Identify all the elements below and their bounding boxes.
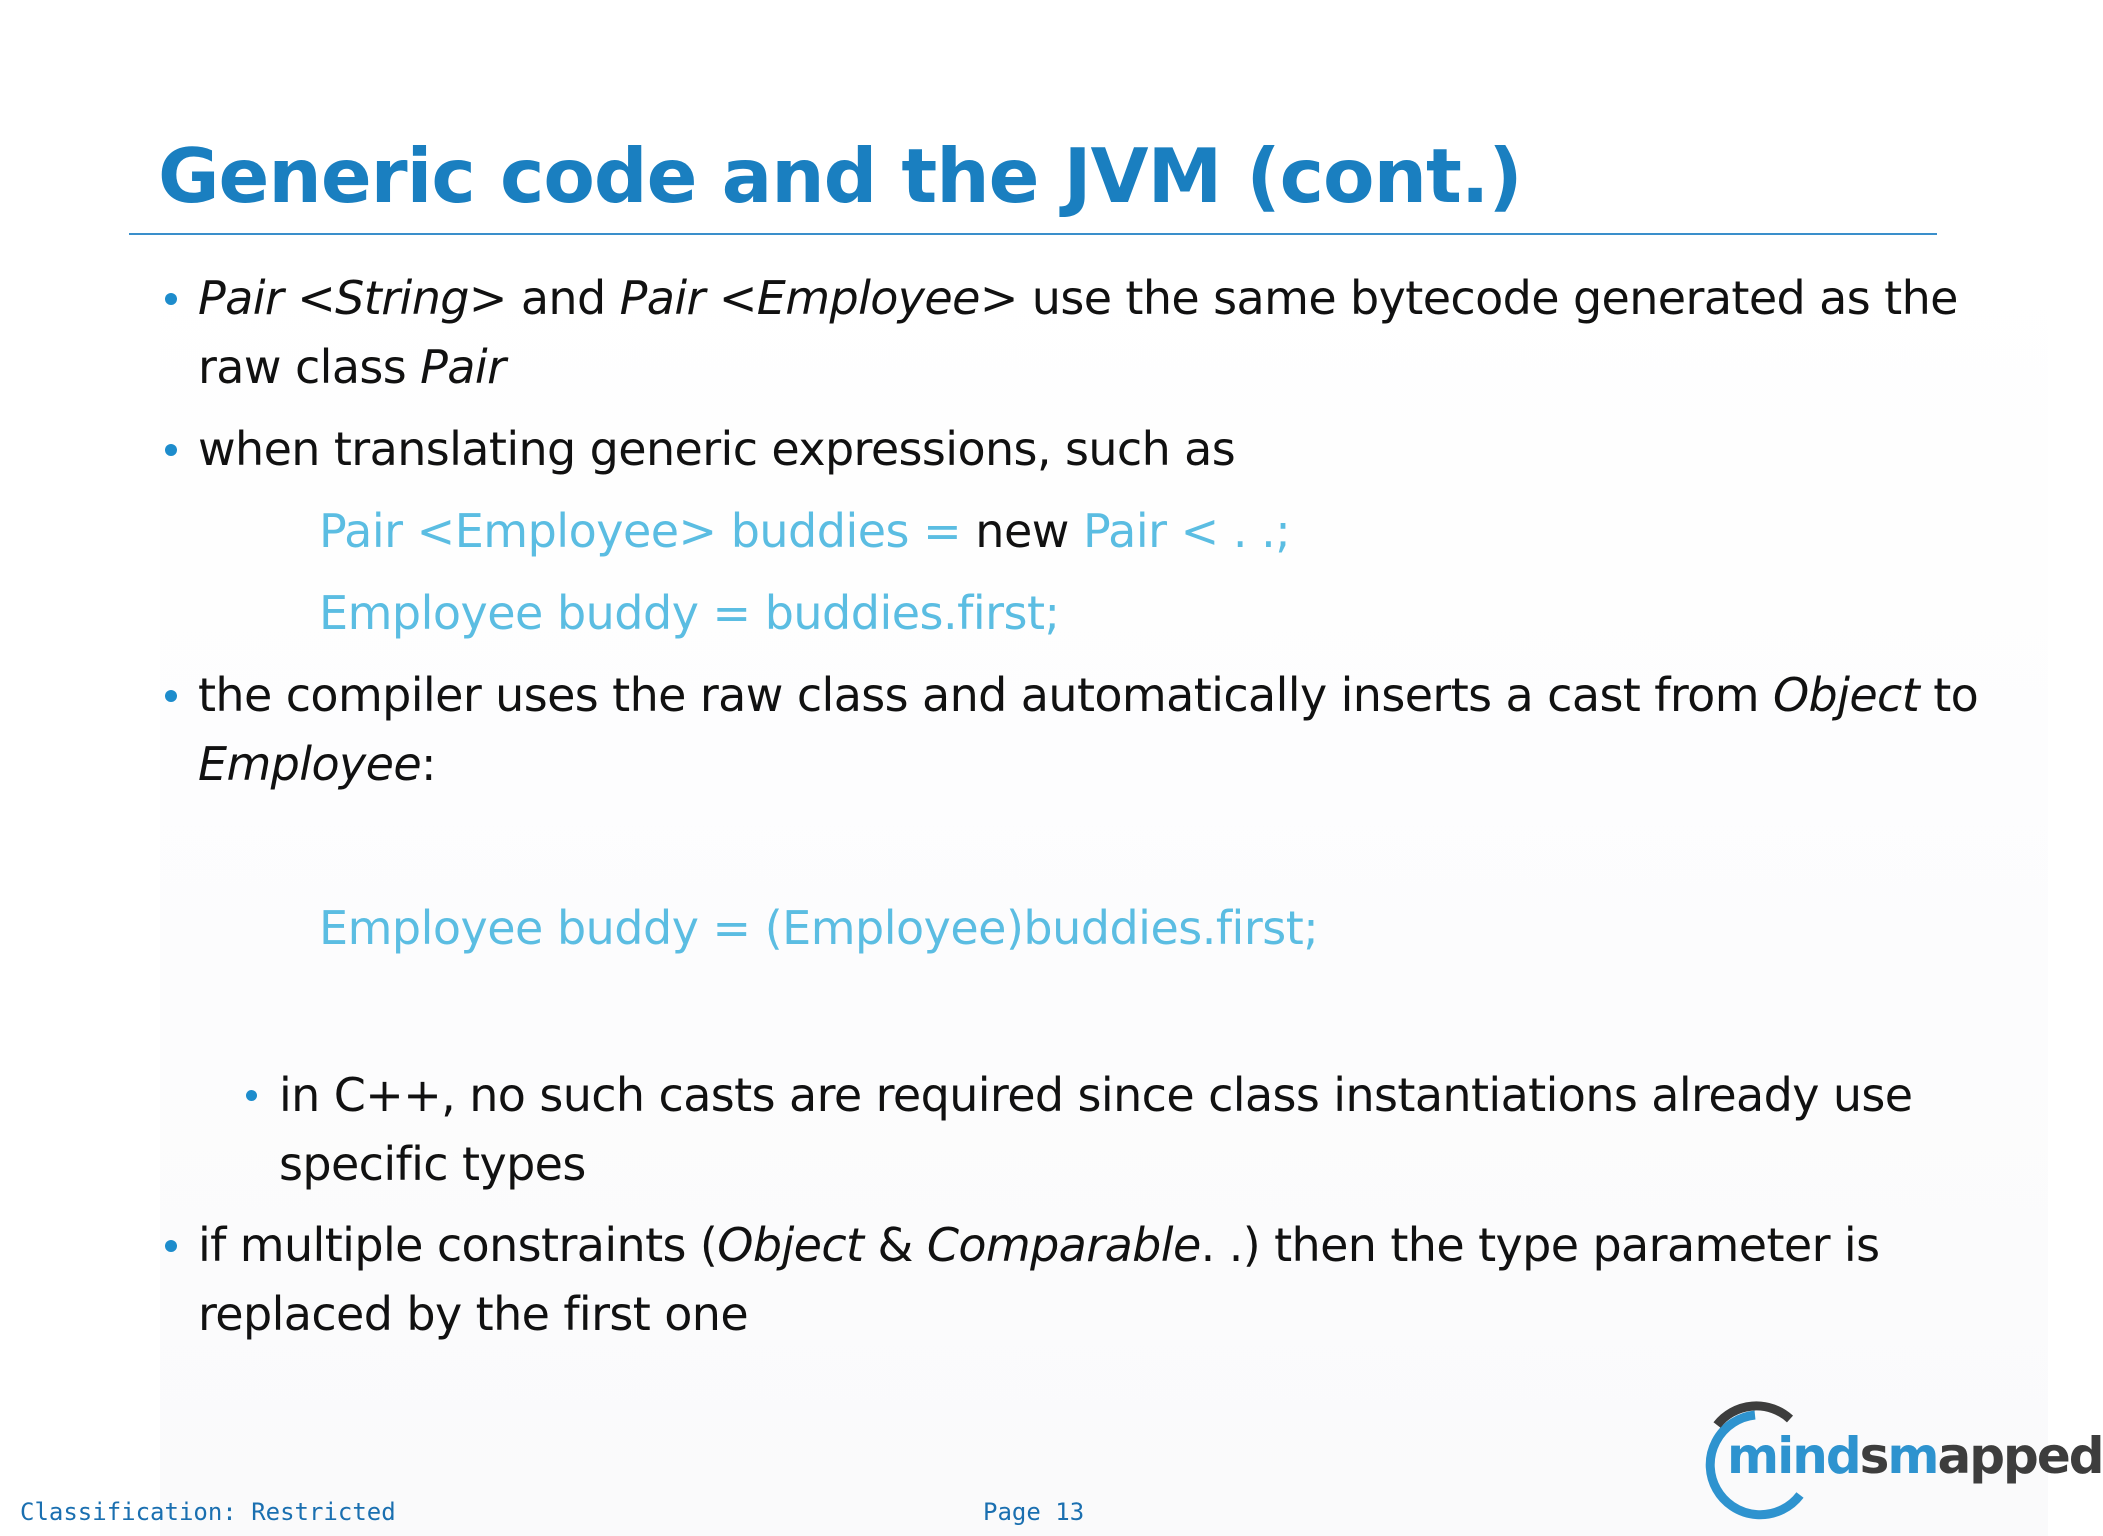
title-underline bbox=[129, 233, 1937, 235]
bullet-4-italic-2: Object bbox=[717, 1218, 864, 1272]
code-line-1-part-2: Pair < . .; bbox=[1068, 504, 1291, 558]
footer-page-number: Page 13 bbox=[983, 1498, 1085, 1526]
bullet-3-text-5: : bbox=[421, 737, 436, 791]
bullet-4-text-3: & bbox=[863, 1218, 927, 1272]
logo-text-part-3: m bbox=[1887, 1427, 1938, 1485]
logo-text-part-2: s bbox=[1859, 1427, 1888, 1485]
sub-bullet: in C++, no such casts are required since class instantiations already use specific types bbox=[279, 1068, 1913, 1191]
bullet-dot bbox=[165, 293, 177, 305]
bullet-4-text-1: if multiple constraints ( bbox=[198, 1218, 718, 1272]
bullet-dot bbox=[165, 444, 177, 456]
code-line-1 bbox=[319, 504, 1290, 558]
bullet-3 bbox=[198, 661, 2028, 799]
code-line-2: Employee buddy = buddies.first; bbox=[319, 586, 1060, 640]
logo-text bbox=[1727, 1427, 2103, 1485]
bullet-3-italic-2: Object bbox=[1772, 668, 1920, 722]
code-keyword-new: new bbox=[975, 504, 1069, 558]
bullet-1-italic-3: Pair <Employee bbox=[619, 271, 980, 325]
bullet-1-italic-1: Pair <String bbox=[198, 271, 469, 325]
bullet-4-text-5: . .) then the type parameter is replaced by the first one bbox=[198, 1218, 1880, 1341]
bullet-3-italic-4: Employee bbox=[198, 737, 422, 791]
bullet-1-text-2: > and bbox=[468, 271, 620, 325]
logo-text-part-1: mind bbox=[1727, 1427, 1860, 1485]
sub-bullet-dot bbox=[246, 1090, 257, 1101]
bullet-2: when translating generic expressions, such as bbox=[198, 422, 1236, 476]
bullet-dot bbox=[165, 690, 177, 702]
bullet-dot bbox=[165, 1240, 177, 1252]
code-line-3: Employee buddy = (Employee)buddies.first; bbox=[319, 901, 1319, 955]
footer-classification: Classification: Restricted bbox=[20, 1498, 396, 1526]
bullet-1 bbox=[198, 264, 2028, 402]
bullet-1-text-4: > use the same bytecode generated as the raw class bbox=[198, 271, 1958, 394]
bullet-3-text-3: to bbox=[1919, 668, 1979, 722]
bullet-1-italic-5: Pair bbox=[420, 340, 506, 394]
slide-title: Generic code and the JVM (cont.) bbox=[158, 132, 1522, 220]
bullet-3-text-1: the compiler uses the raw class and automatically inserts a cast from bbox=[198, 668, 1773, 722]
logo-text-part-4: apped bbox=[1937, 1427, 2103, 1485]
code-line-1-part-1: Pair <Employee> buddies = bbox=[319, 504, 976, 558]
mindsmapped-logo bbox=[1695, 1405, 2103, 1520]
bullet-4-italic-4: Comparable bbox=[926, 1218, 1201, 1272]
bullet-4 bbox=[198, 1211, 2028, 1349]
